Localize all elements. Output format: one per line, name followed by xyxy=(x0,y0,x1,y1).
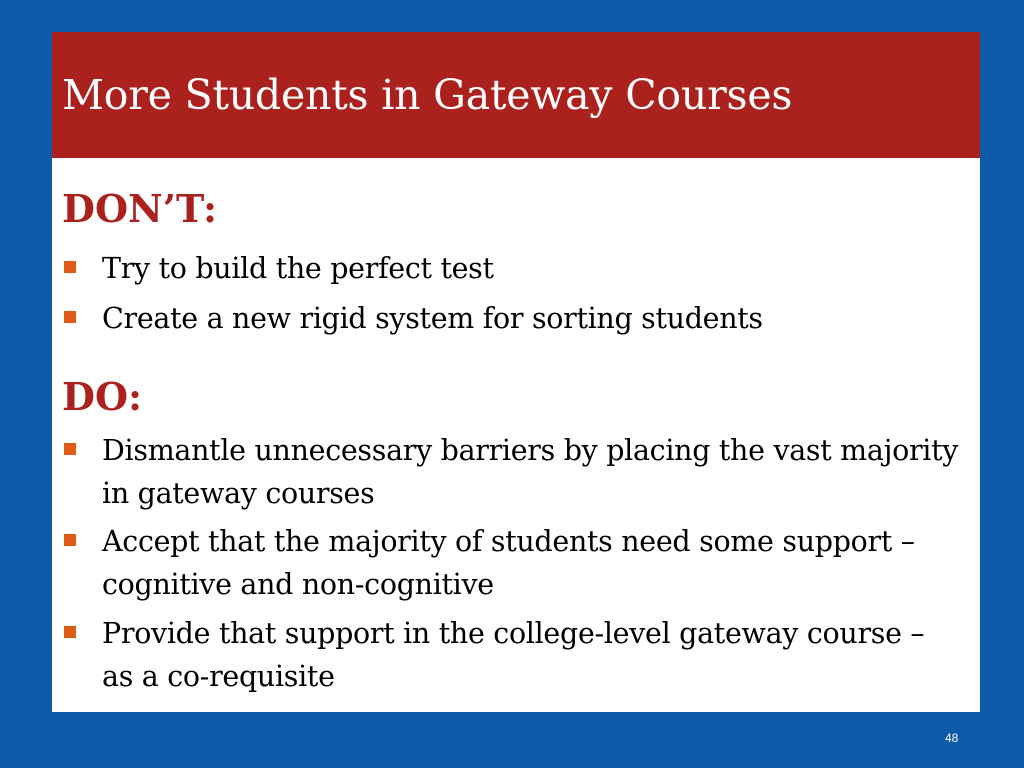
do-bullet-2 xyxy=(62,520,962,606)
do-bullet-3 xyxy=(62,612,962,698)
slide-panel xyxy=(52,32,980,712)
do-heading: DO: xyxy=(62,374,143,419)
slide-title: More Students in Gateway Courses xyxy=(62,71,793,119)
bullet-text: Provide that support in the college-level gateway course – as a co-requisite xyxy=(102,617,925,693)
bullet-square-icon xyxy=(64,311,76,323)
bullet-text: Dismantle unnecessary barriers by placing the vast majority in gateway courses xyxy=(102,434,959,510)
dont-bullet-2 xyxy=(62,297,962,340)
page-number: 48 xyxy=(945,731,959,745)
dont-heading: DON’T: xyxy=(62,186,217,231)
bullet-square-icon xyxy=(64,261,76,273)
do-bullet-1 xyxy=(62,429,962,515)
title-bar xyxy=(52,32,980,158)
bullet-text: Accept that the majority of students need some support – cognitive and non-cognitive xyxy=(102,525,915,601)
bullet-text: Create a new rigid system for sorting students xyxy=(102,302,763,335)
bullet-square-icon xyxy=(64,626,76,638)
dont-bullet-1 xyxy=(62,247,962,290)
bullet-text: Try to build the perfect test xyxy=(102,252,494,285)
bullet-square-icon xyxy=(64,534,76,546)
bullet-square-icon xyxy=(64,443,76,455)
